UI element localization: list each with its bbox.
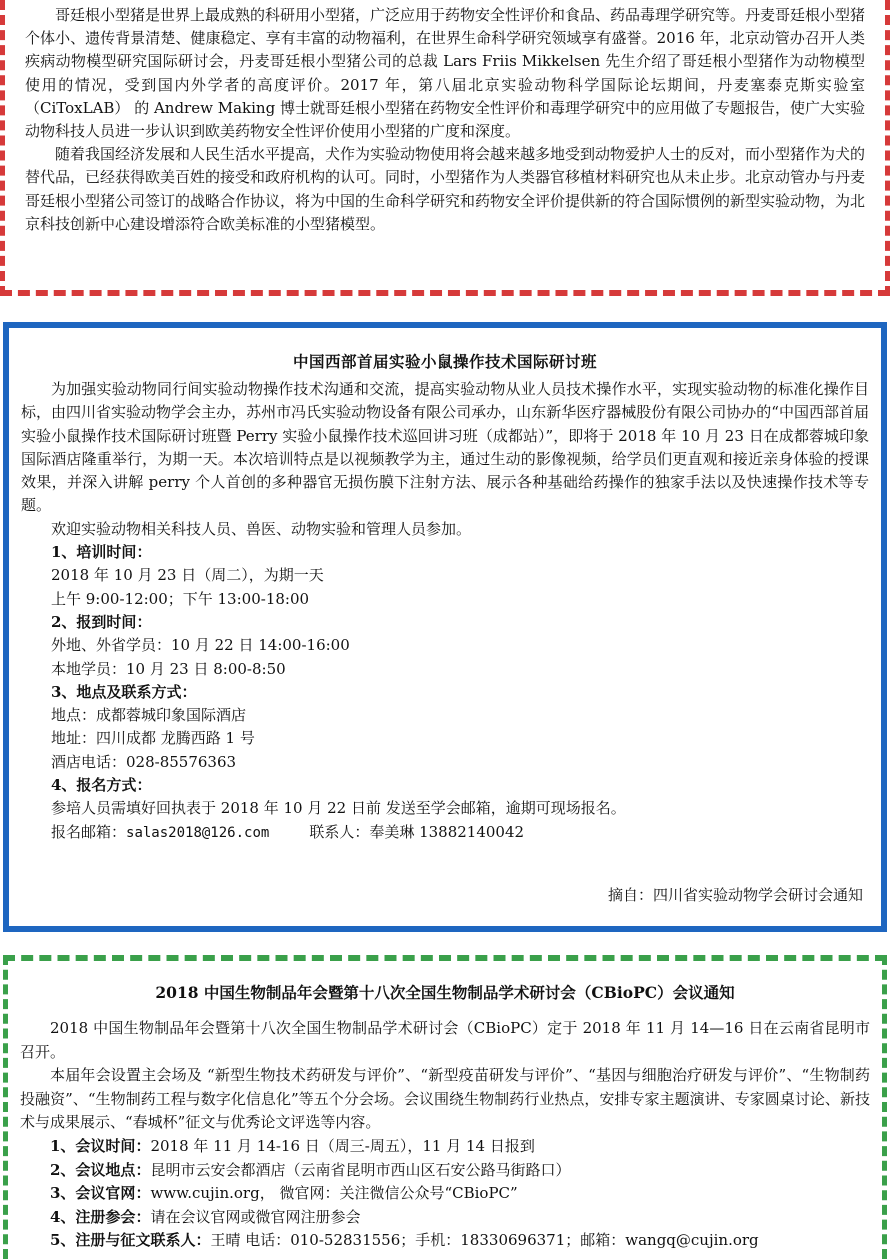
- paragraph: 欢迎实验动物相关科技人员、兽医、动物实验和管理人员参加。: [51, 519, 472, 538]
- paragraph: 随着我国经济发展和人民生活水平提高，犬作为实验动物使用将会越来越多地受到动物爱护人士的反对，而小型猪作为犬的替代品，已经获得欧美百姓的接受和政府机构的认可。同时，小型猪作为人类器官移植材料研究也从未止步。北京动管办与丹麦哥廷根小型猪公司签订的战略合作协议，将为中国的生命科学研究和药物安全评价提供新的符合国际惯例的新型实验动物，为北京科技创新中心建设增添符合欧美标准的小型猪模型。: [25, 145, 866, 233]
- bioproducts-conference-notice: [3, 955, 887, 1259]
- registration-contact-line: [21, 821, 869, 845]
- mouse-workshop-notice: [3, 322, 887, 932]
- section-heading: 2、报到时间：: [51, 612, 152, 631]
- list-item: [20, 1206, 870, 1230]
- item-text: www.cujin.org， 微官网：关注微信公众号“CBioPC”: [150, 1184, 518, 1203]
- item-text: 请在会议官网或微官网注册参会: [150, 1207, 361, 1226]
- item-label: 4、注册参会：: [50, 1207, 151, 1226]
- notice-body: [20, 1017, 870, 1253]
- item-label: 5、注册与征文联系人：: [50, 1231, 211, 1250]
- section-heading: 4、报名方式：: [51, 776, 152, 795]
- info-line: 2018 年 10 月 23 日（周二），为期一天: [51, 566, 324, 585]
- article-pig-section: [0, 0, 890, 296]
- item-label: 1、会议时间：: [50, 1136, 151, 1155]
- list-item: [20, 1182, 870, 1206]
- list-item: [20, 1229, 870, 1253]
- info-line: 参培人员需填好回执表于 2018 年 10 月 22 日前 发送至学会邮箱，逾期可现场报名。: [51, 799, 626, 818]
- section-heading: 1、培训时间：: [51, 543, 152, 562]
- notice-body: [21, 378, 869, 845]
- info-line: 本地学员：10 月 23 日 8:00-8:50: [51, 659, 286, 678]
- info-line: 地址：四川成都 龙腾西路 1 号: [51, 729, 255, 748]
- item-text: 2018 年 11 月 14-16 日（周三-周五），11 月 14 日报到: [150, 1136, 535, 1155]
- paragraph: 哥廷根小型猪是世界上最成熟的科研用小型猪，广泛应用于药物安全性评价和食品、药品毒理学研究等。丹麦哥廷根小型猪个体小、遗传背景清楚、健康稳定、享有丰富的动物福利，在世界生命科学研究领域享有盛誉。2016 年，北京动管办召开人类疾病动物模型研究国际研讨会，丹麦哥廷根小型猪公司的总裁 Lars Friis Mikkelsen 先生介绍了哥廷根小型猪作为动物模型使用的情况，受到国内外学者的高度评价。2017 年，第八届北京实验动物科学国际论坛期间，丹麦塞泰克斯实验室（CiToxLAB） 的 Andrew Making 博士就哥廷根小型猪在药物安全性评价和毒理学研究中的应用做了专题报告，使广大实验动物科技人员进一步认识到欧美药物安全性评价使用小型猪的广度和深度。: [25, 6, 866, 141]
- info-line: 外地、外省学员：10 月 22 日 14:00-16:00: [51, 636, 350, 655]
- info-line: 酒店电话：028-85576363: [51, 752, 237, 771]
- notice-title: 2018 中国生物制品年会暨第十八次全国生物制品学术研讨会（CBioPC）会议通知: [155, 983, 735, 1002]
- paragraph: 2018 中国生物制品年会暨第十八次全国生物制品学术研讨会（CBioPC）定于 2018 年 11 月 14—16 日在云南省昆明市召开。: [20, 1019, 870, 1061]
- info-line: 地点：成都蓉城印象国际酒店: [51, 706, 247, 725]
- item-label: 3、会议官网：: [50, 1184, 151, 1203]
- list-item: [20, 1135, 870, 1159]
- email-label: 报名邮箱：: [51, 822, 127, 841]
- info-line: 上午 9:00-12:00；下午 13:00-18:00: [51, 589, 310, 608]
- email-address[interactable]: salas2018@126.com: [126, 824, 270, 841]
- article-pig-body: [25, 4, 865, 236]
- paragraph: 本届年会设置主会场及 “新型生物技术药研发与评价”、“新型疫苗研发与评价”、“基因与细胞治疗研发与评价”、“生物制药投融资”、“生物制药工程与数字化信息化”等五个分会场。会议围绕生物制药行业热点，安排专家主题演讲、专家圆桌讨论、新技术与成果展示、“春城杯”征文与优秀论文评选等内容。: [20, 1066, 870, 1132]
- list-item: [20, 1159, 870, 1183]
- notice-title: 中国西部首届实验小鼠操作技术国际研讨班: [292, 352, 597, 371]
- paragraph: 为加强实验动物同行间实验动物操作技术沟通和交流，提高实验动物从业人员技术操作水平，实现实验动物的标准化操作目标，由四川省实验动物学会主办，苏州市冯氏实验动物设备有限公司承办，山东新华医疗器械股份有限公司协办的“中国西部首届实验小鼠操作技术国际研讨班暨 Perry 实验小鼠操作技术巡回讲习班（成都站）”，即将于 2018 年 10 月 23 日在成都蓉城印象国际酒店隆重举行，为期一天。本次培训特点是以视频教学为主，通过生动的影像视频，给学员们更直观和接近亲身体验的授课效果，并深入讲解 perry 个人首创的多种器官无损伤膜下注射方法、展示各种基础给药操作的独家手法以及快速操作技术等专题。: [21, 380, 869, 515]
- contact-person: 联系人：奉美琳 13882140042: [309, 822, 525, 841]
- section-heading: 3、地点及联系方式：: [51, 682, 197, 701]
- item-text: 王晴 电话：010-52831556；手机：18330696371；邮箱：wangq@cujin.org: [210, 1231, 759, 1250]
- source-note: 摘自：四川省实验动物学会研讨会通知: [607, 886, 863, 904]
- item-text: 昆明市云安会都酒店（云南省昆明市西山区石安公路马街路口）: [150, 1160, 571, 1179]
- item-label: 2、会议地点：: [50, 1160, 151, 1179]
